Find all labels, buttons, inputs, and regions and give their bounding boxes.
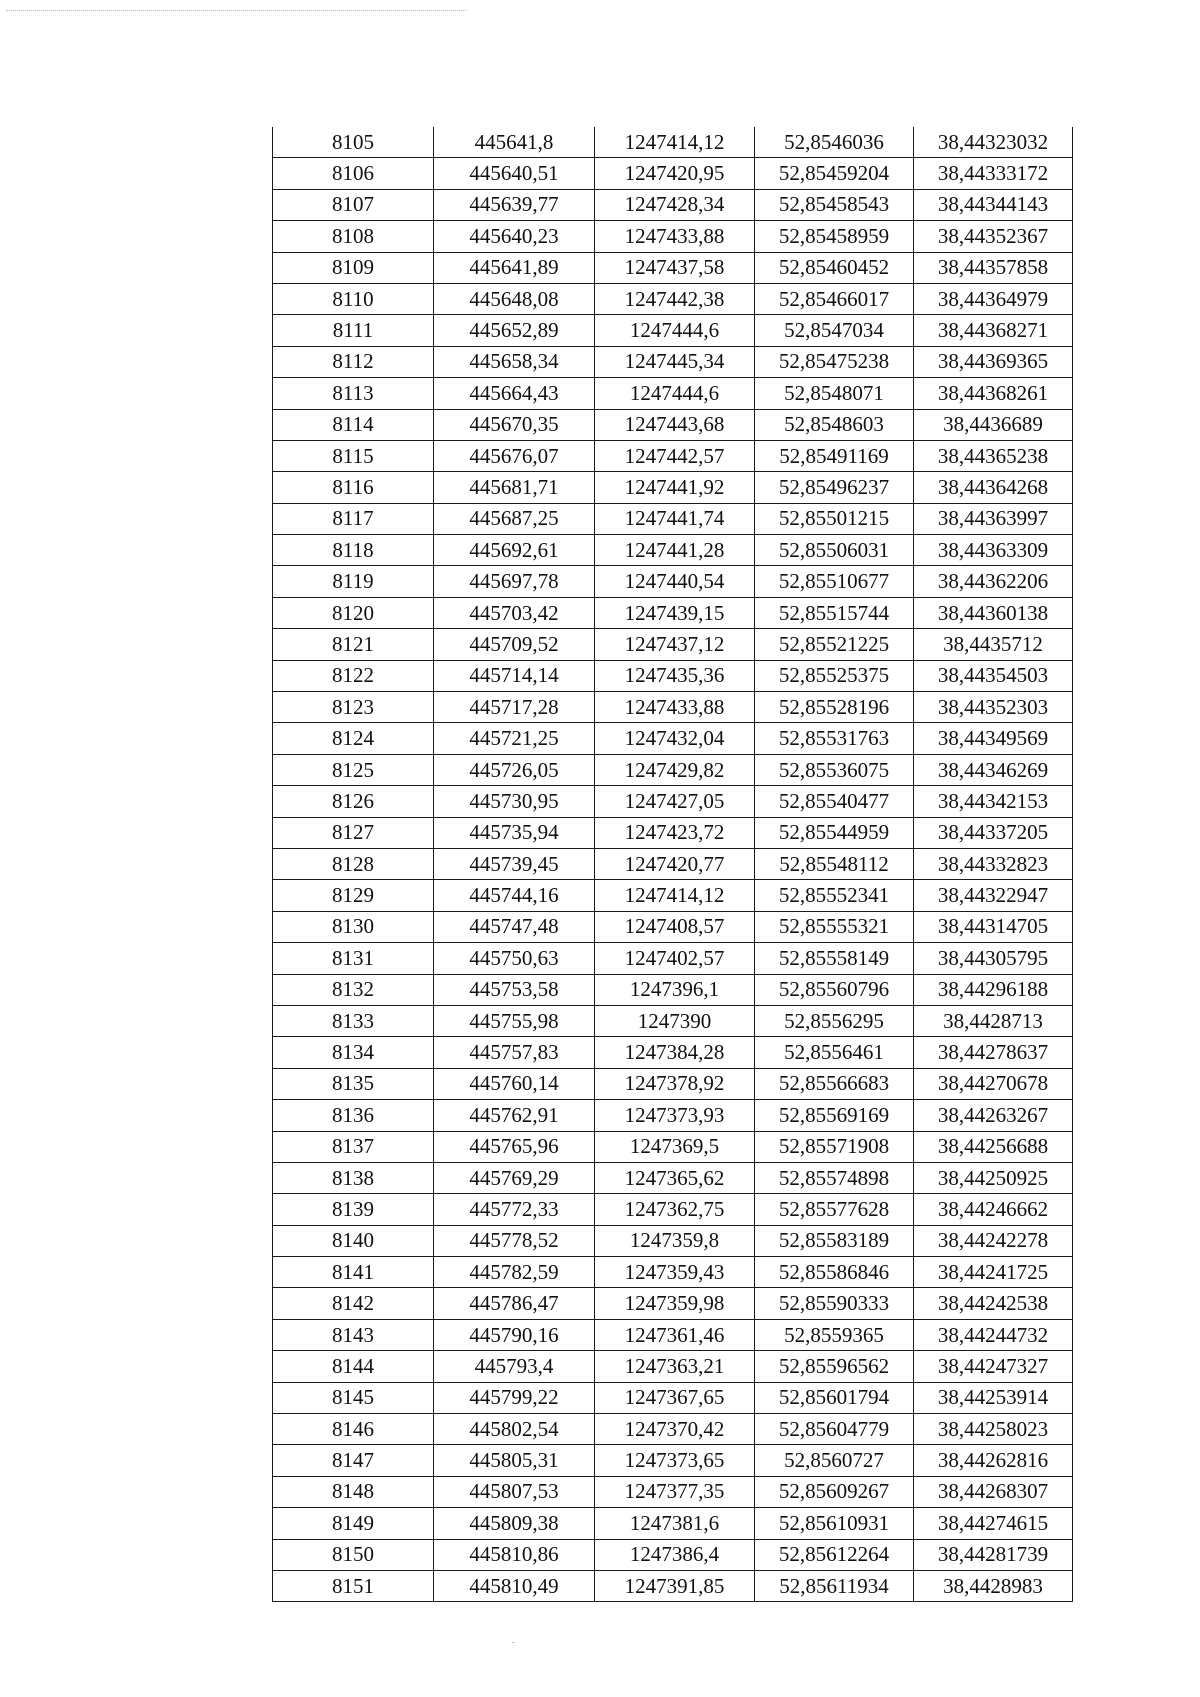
x-coordinate-cell: 445664,43 [434, 378, 595, 409]
y-coordinate-cell: 1247381,6 [595, 1508, 755, 1539]
point-number-cell: 8144 [273, 1351, 434, 1382]
latitude-cell: 52,85510677 [755, 566, 914, 597]
point-number-cell: 8111 [273, 315, 434, 346]
latitude-cell: 52,8556461 [755, 1037, 914, 1068]
x-coordinate-cell: 445641,89 [434, 252, 595, 283]
table-row [273, 1162, 1073, 1193]
x-coordinate-cell: 445765,96 [434, 1131, 595, 1162]
y-coordinate-cell: 1247439,15 [595, 597, 755, 628]
x-coordinate-cell: 445639,77 [434, 189, 595, 220]
y-coordinate-cell: 1247359,98 [595, 1288, 755, 1319]
latitude-cell: 52,8548071 [755, 378, 914, 409]
table-row [273, 1037, 1073, 1068]
y-coordinate-cell: 1247370,42 [595, 1414, 755, 1445]
table-row [273, 1351, 1073, 1382]
point-number-cell: 8132 [273, 974, 434, 1005]
table-row [273, 1508, 1073, 1539]
table-row [273, 1257, 1073, 1288]
table-row [273, 315, 1073, 346]
table-row [273, 535, 1073, 566]
x-coordinate-cell: 445670,35 [434, 409, 595, 440]
longitude-cell: 38,44352367 [914, 221, 1073, 252]
latitude-cell: 52,85566683 [755, 1068, 914, 1099]
point-number-cell: 8140 [273, 1225, 434, 1256]
longitude-cell: 38,44364979 [914, 283, 1073, 314]
latitude-cell: 52,85540477 [755, 786, 914, 817]
latitude-cell: 52,85459204 [755, 158, 914, 189]
longitude-cell: 38,44368261 [914, 378, 1073, 409]
point-number-cell: 8122 [273, 660, 434, 691]
latitude-cell: 52,85610931 [755, 1508, 914, 1539]
point-number-cell: 8133 [273, 1005, 434, 1036]
y-coordinate-cell: 1247369,5 [595, 1131, 755, 1162]
table-row [273, 158, 1073, 189]
y-coordinate-cell: 1247384,28 [595, 1037, 755, 1068]
coordinates-table [272, 127, 1073, 1602]
point-number-cell: 8134 [273, 1037, 434, 1068]
y-coordinate-cell: 1247386,4 [595, 1539, 755, 1570]
point-number-cell: 8114 [273, 409, 434, 440]
x-coordinate-cell: 445782,59 [434, 1257, 595, 1288]
latitude-cell: 52,85548112 [755, 848, 914, 879]
point-number-cell: 8128 [273, 848, 434, 879]
point-number-cell: 8118 [273, 535, 434, 566]
longitude-cell: 38,44270678 [914, 1068, 1073, 1099]
table-row [273, 1319, 1073, 1350]
longitude-cell: 38,44250925 [914, 1162, 1073, 1193]
point-number-cell: 8149 [273, 1508, 434, 1539]
point-number-cell: 8123 [273, 692, 434, 723]
table-row [273, 1570, 1073, 1601]
table-row [273, 723, 1073, 754]
y-coordinate-cell: 1247373,93 [595, 1100, 755, 1131]
point-number-cell: 8150 [273, 1539, 434, 1570]
table-row [273, 1131, 1073, 1162]
y-coordinate-cell: 1247442,38 [595, 283, 755, 314]
y-coordinate-cell: 1247441,92 [595, 472, 755, 503]
point-number-cell: 8124 [273, 723, 434, 754]
x-coordinate-cell: 445717,28 [434, 692, 595, 723]
x-coordinate-cell: 445810,49 [434, 1570, 595, 1601]
longitude-cell: 38,4428983 [914, 1570, 1073, 1601]
y-coordinate-cell: 1247365,62 [595, 1162, 755, 1193]
y-coordinate-cell: 1247435,36 [595, 660, 755, 691]
longitude-cell: 38,44241725 [914, 1257, 1073, 1288]
longitude-cell: 38,44354503 [914, 660, 1073, 691]
x-coordinate-cell: 445648,08 [434, 283, 595, 314]
table-row [273, 1194, 1073, 1225]
longitude-cell: 38,44281739 [914, 1539, 1073, 1570]
table-row [273, 1225, 1073, 1256]
y-coordinate-cell: 1247420,95 [595, 158, 755, 189]
table-row [273, 629, 1073, 660]
latitude-cell: 52,8547034 [755, 315, 914, 346]
latitude-cell: 52,85460452 [755, 252, 914, 283]
table-row [273, 221, 1073, 252]
x-coordinate-cell: 445807,53 [434, 1476, 595, 1507]
longitude-cell: 38,44314705 [914, 911, 1073, 942]
point-number-cell: 8105 [273, 127, 434, 158]
x-coordinate-cell: 445687,25 [434, 503, 595, 534]
latitude-cell: 52,8560727 [755, 1445, 914, 1476]
longitude-cell: 38,44246662 [914, 1194, 1073, 1225]
x-coordinate-cell: 445721,25 [434, 723, 595, 754]
latitude-cell: 52,85528196 [755, 692, 914, 723]
latitude-cell: 52,8546036 [755, 127, 914, 158]
latitude-cell: 52,85458959 [755, 221, 914, 252]
longitude-cell: 38,44342153 [914, 786, 1073, 817]
point-number-cell: 8151 [273, 1570, 434, 1601]
point-number-cell: 8130 [273, 911, 434, 942]
latitude-cell: 52,85560796 [755, 974, 914, 1005]
x-coordinate-cell: 445739,45 [434, 848, 595, 879]
table-row [273, 503, 1073, 534]
longitude-cell: 38,44363997 [914, 503, 1073, 534]
y-coordinate-cell: 1247441,74 [595, 503, 755, 534]
point-number-cell: 8136 [273, 1100, 434, 1131]
latitude-cell: 52,85515744 [755, 597, 914, 628]
latitude-cell: 52,85506031 [755, 535, 914, 566]
table-row [273, 127, 1073, 158]
point-number-cell: 8145 [273, 1382, 434, 1413]
x-coordinate-cell: 445730,95 [434, 786, 595, 817]
x-coordinate-cell: 445676,07 [434, 440, 595, 471]
latitude-cell: 52,85525375 [755, 660, 914, 691]
point-number-cell: 8108 [273, 221, 434, 252]
table-row [273, 378, 1073, 409]
latitude-cell: 52,85558149 [755, 943, 914, 974]
x-coordinate-cell: 445790,16 [434, 1319, 595, 1350]
longitude-cell: 38,44357858 [914, 252, 1073, 283]
x-coordinate-cell: 445772,33 [434, 1194, 595, 1225]
table-row [273, 692, 1073, 723]
x-coordinate-cell: 445762,91 [434, 1100, 595, 1131]
longitude-cell: 38,44332823 [914, 848, 1073, 879]
latitude-cell: 52,85552341 [755, 880, 914, 911]
latitude-cell: 52,85458543 [755, 189, 914, 220]
scan-artifact-bottom [512, 1642, 515, 1643]
table-row [273, 911, 1073, 942]
table-row [273, 1539, 1073, 1570]
point-number-cell: 8120 [273, 597, 434, 628]
point-number-cell: 8119 [273, 566, 434, 597]
longitude-cell: 38,44274615 [914, 1508, 1073, 1539]
x-coordinate-cell: 445703,42 [434, 597, 595, 628]
table-row [273, 880, 1073, 911]
y-coordinate-cell: 1247402,57 [595, 943, 755, 974]
latitude-cell: 52,85604779 [755, 1414, 914, 1445]
y-coordinate-cell: 1247361,46 [595, 1319, 755, 1350]
y-coordinate-cell: 1247427,05 [595, 786, 755, 817]
x-coordinate-cell: 445802,54 [434, 1414, 595, 1445]
x-coordinate-cell: 445640,23 [434, 221, 595, 252]
latitude-cell: 52,85544959 [755, 817, 914, 848]
latitude-cell: 52,8556295 [755, 1005, 914, 1036]
point-number-cell: 8112 [273, 346, 434, 377]
y-coordinate-cell: 1247363,21 [595, 1351, 755, 1382]
y-coordinate-cell: 1247437,12 [595, 629, 755, 660]
x-coordinate-cell: 445709,52 [434, 629, 595, 660]
x-coordinate-cell: 445697,78 [434, 566, 595, 597]
point-number-cell: 8115 [273, 440, 434, 471]
x-coordinate-cell: 445810,86 [434, 1539, 595, 1570]
longitude-cell: 38,44337205 [914, 817, 1073, 848]
latitude-cell: 52,8548603 [755, 409, 914, 440]
y-coordinate-cell: 1247408,57 [595, 911, 755, 942]
longitude-cell: 38,44365238 [914, 440, 1073, 471]
y-coordinate-cell: 1247420,77 [595, 848, 755, 879]
longitude-cell: 38,44253914 [914, 1382, 1073, 1413]
y-coordinate-cell: 1247396,1 [595, 974, 755, 1005]
table-row [273, 597, 1073, 628]
x-coordinate-cell: 445714,14 [434, 660, 595, 691]
y-coordinate-cell: 1247390 [595, 1005, 755, 1036]
x-coordinate-cell: 445755,98 [434, 1005, 595, 1036]
x-coordinate-cell: 445692,61 [434, 535, 595, 566]
longitude-cell: 38,44296188 [914, 974, 1073, 1005]
latitude-cell: 52,85466017 [755, 283, 914, 314]
point-number-cell: 8117 [273, 503, 434, 534]
point-number-cell: 8143 [273, 1319, 434, 1350]
latitude-cell: 52,85612264 [755, 1539, 914, 1570]
latitude-cell: 52,85475238 [755, 346, 914, 377]
longitude-cell: 38,44364268 [914, 472, 1073, 503]
y-coordinate-cell: 1247433,88 [595, 692, 755, 723]
table-row [273, 1382, 1073, 1413]
point-number-cell: 8146 [273, 1414, 434, 1445]
table-row [273, 472, 1073, 503]
longitude-cell: 38,44349569 [914, 723, 1073, 754]
longitude-cell: 38,44346269 [914, 754, 1073, 785]
x-coordinate-cell: 445681,71 [434, 472, 595, 503]
longitude-cell: 38,44363309 [914, 535, 1073, 566]
y-coordinate-cell: 1247428,34 [595, 189, 755, 220]
y-coordinate-cell: 1247414,12 [595, 880, 755, 911]
x-coordinate-cell: 445640,51 [434, 158, 595, 189]
x-coordinate-cell: 445757,83 [434, 1037, 595, 1068]
latitude-cell: 52,85583189 [755, 1225, 914, 1256]
table-row [273, 1068, 1073, 1099]
latitude-cell: 52,85536075 [755, 754, 914, 785]
latitude-cell: 52,85555321 [755, 911, 914, 942]
point-number-cell: 8106 [273, 158, 434, 189]
table-row [273, 817, 1073, 848]
table-row [273, 189, 1073, 220]
table-row [273, 786, 1073, 817]
table-row [273, 346, 1073, 377]
latitude-cell: 52,85577628 [755, 1194, 914, 1225]
x-coordinate-cell: 445769,29 [434, 1162, 595, 1193]
table-row [273, 283, 1073, 314]
longitude-cell: 38,44242278 [914, 1225, 1073, 1256]
y-coordinate-cell: 1247429,82 [595, 754, 755, 785]
longitude-cell: 38,44258023 [914, 1414, 1073, 1445]
y-coordinate-cell: 1247373,65 [595, 1445, 755, 1476]
latitude-cell: 52,85496237 [755, 472, 914, 503]
longitude-cell: 38,44369365 [914, 346, 1073, 377]
latitude-cell: 52,85531763 [755, 723, 914, 754]
longitude-cell: 38,4436689 [914, 409, 1073, 440]
point-number-cell: 8147 [273, 1445, 434, 1476]
table-row [273, 974, 1073, 1005]
table-row [273, 1476, 1073, 1507]
x-coordinate-cell: 445753,58 [434, 974, 595, 1005]
point-number-cell: 8131 [273, 943, 434, 974]
x-coordinate-cell: 445778,52 [434, 1225, 595, 1256]
longitude-cell: 38,44360138 [914, 597, 1073, 628]
longitude-cell: 38,44263267 [914, 1100, 1073, 1131]
x-coordinate-cell: 445641,8 [434, 127, 595, 158]
y-coordinate-cell: 1247443,68 [595, 409, 755, 440]
table-row [273, 1414, 1073, 1445]
latitude-cell: 52,85586846 [755, 1257, 914, 1288]
y-coordinate-cell: 1247377,35 [595, 1476, 755, 1507]
y-coordinate-cell: 1247423,72 [595, 817, 755, 848]
table-row [273, 1005, 1073, 1036]
x-coordinate-cell: 445726,05 [434, 754, 595, 785]
x-coordinate-cell: 445658,34 [434, 346, 595, 377]
table-row [273, 943, 1073, 974]
latitude-cell: 52,85501215 [755, 503, 914, 534]
y-coordinate-cell: 1247378,92 [595, 1068, 755, 1099]
latitude-cell: 52,85571908 [755, 1131, 914, 1162]
y-coordinate-cell: 1247442,57 [595, 440, 755, 471]
y-coordinate-cell: 1247359,43 [595, 1257, 755, 1288]
longitude-cell: 38,44368271 [914, 315, 1073, 346]
point-number-cell: 8107 [273, 189, 434, 220]
table-body [273, 127, 1073, 1602]
point-number-cell: 8113 [273, 378, 434, 409]
longitude-cell: 38,4435712 [914, 629, 1073, 660]
table-row [273, 440, 1073, 471]
table-row [273, 660, 1073, 691]
y-coordinate-cell: 1247433,88 [595, 221, 755, 252]
y-coordinate-cell: 1247391,85 [595, 1570, 755, 1601]
point-number-cell: 8142 [273, 1288, 434, 1319]
longitude-cell: 38,44333172 [914, 158, 1073, 189]
latitude-cell: 52,85569169 [755, 1100, 914, 1131]
y-coordinate-cell: 1247359,8 [595, 1225, 755, 1256]
longitude-cell: 38,44344143 [914, 189, 1073, 220]
y-coordinate-cell: 1247432,04 [595, 723, 755, 754]
point-number-cell: 8137 [273, 1131, 434, 1162]
longitude-cell: 38,4428713 [914, 1005, 1073, 1036]
y-coordinate-cell: 1247437,58 [595, 252, 755, 283]
y-coordinate-cell: 1247444,6 [595, 315, 755, 346]
longitude-cell: 38,44256688 [914, 1131, 1073, 1162]
scan-artifact [6, 10, 466, 11]
point-number-cell: 8129 [273, 880, 434, 911]
longitude-cell: 38,44323032 [914, 127, 1073, 158]
point-number-cell: 8109 [273, 252, 434, 283]
y-coordinate-cell: 1247440,54 [595, 566, 755, 597]
point-number-cell: 8125 [273, 754, 434, 785]
latitude-cell: 52,85601794 [755, 1382, 914, 1413]
point-number-cell: 8110 [273, 283, 434, 314]
latitude-cell: 52,85609267 [755, 1476, 914, 1507]
latitude-cell: 52,85574898 [755, 1162, 914, 1193]
longitude-cell: 38,44278637 [914, 1037, 1073, 1068]
x-coordinate-cell: 445750,63 [434, 943, 595, 974]
longitude-cell: 38,44362206 [914, 566, 1073, 597]
point-number-cell: 8121 [273, 629, 434, 660]
point-number-cell: 8126 [273, 786, 434, 817]
y-coordinate-cell: 1247362,75 [595, 1194, 755, 1225]
point-number-cell: 8116 [273, 472, 434, 503]
longitude-cell: 38,44262816 [914, 1445, 1073, 1476]
table-row [273, 848, 1073, 879]
y-coordinate-cell: 1247444,6 [595, 378, 755, 409]
table-row [273, 1100, 1073, 1131]
x-coordinate-cell: 445793,4 [434, 1351, 595, 1382]
x-coordinate-cell: 445809,38 [434, 1508, 595, 1539]
x-coordinate-cell: 445735,94 [434, 817, 595, 848]
latitude-cell: 52,85521225 [755, 629, 914, 660]
point-number-cell: 8127 [273, 817, 434, 848]
x-coordinate-cell: 445747,48 [434, 911, 595, 942]
y-coordinate-cell: 1247445,34 [595, 346, 755, 377]
table-row [273, 1445, 1073, 1476]
x-coordinate-cell: 445786,47 [434, 1288, 595, 1319]
point-number-cell: 8141 [273, 1257, 434, 1288]
x-coordinate-cell: 445652,89 [434, 315, 595, 346]
x-coordinate-cell: 445799,22 [434, 1382, 595, 1413]
x-coordinate-cell: 445760,14 [434, 1068, 595, 1099]
longitude-cell: 38,44322947 [914, 880, 1073, 911]
x-coordinate-cell: 445805,31 [434, 1445, 595, 1476]
latitude-cell: 52,85596562 [755, 1351, 914, 1382]
y-coordinate-cell: 1247441,28 [595, 535, 755, 566]
y-coordinate-cell: 1247367,65 [595, 1382, 755, 1413]
latitude-cell: 52,85590333 [755, 1288, 914, 1319]
point-number-cell: 8135 [273, 1068, 434, 1099]
table-row [273, 1288, 1073, 1319]
longitude-cell: 38,44247327 [914, 1351, 1073, 1382]
latitude-cell: 52,8559365 [755, 1319, 914, 1350]
longitude-cell: 38,44268307 [914, 1476, 1073, 1507]
point-number-cell: 8138 [273, 1162, 434, 1193]
table-row [273, 754, 1073, 785]
latitude-cell: 52,85491169 [755, 440, 914, 471]
longitude-cell: 38,44352303 [914, 692, 1073, 723]
longitude-cell: 38,44242538 [914, 1288, 1073, 1319]
point-number-cell: 8139 [273, 1194, 434, 1225]
longitude-cell: 38,44305795 [914, 943, 1073, 974]
latitude-cell: 52,85611934 [755, 1570, 914, 1601]
longitude-cell: 38,44244732 [914, 1319, 1073, 1350]
table-row [273, 566, 1073, 597]
y-coordinate-cell: 1247414,12 [595, 127, 755, 158]
table-row [273, 252, 1073, 283]
x-coordinate-cell: 445744,16 [434, 880, 595, 911]
table-row [273, 409, 1073, 440]
point-number-cell: 8148 [273, 1476, 434, 1507]
